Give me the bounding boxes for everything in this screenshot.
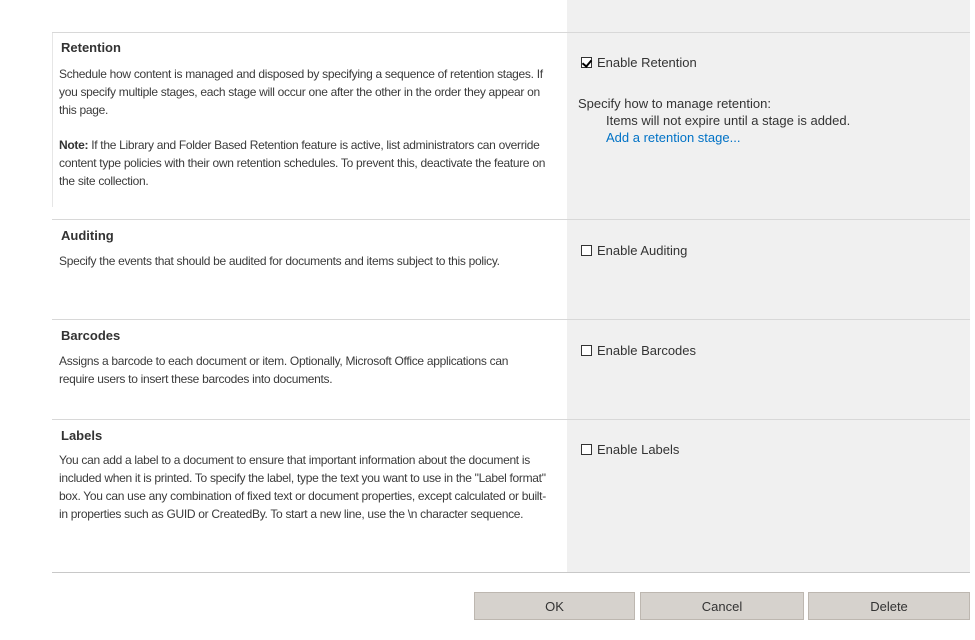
retention-note-label: Note: — [59, 138, 89, 152]
delete-button[interactable]: Delete — [808, 592, 970, 620]
retention-manage-label: Specify how to manage retention: — [578, 96, 771, 111]
section-divider — [52, 572, 970, 573]
section-left-border — [52, 32, 53, 207]
enable-auditing-row[interactable] — [581, 243, 687, 258]
retention-desc-text: Schedule how content is managed and disposed by specifying a sequence of retention stages. If you specify multiple stages, each stage will occur one after the other in the order they appear on this page. — [59, 67, 543, 117]
barcodes-title: Barcodes — [61, 328, 121, 343]
labels-title: Labels — [61, 428, 103, 443]
barcodes-description: Assigns a barcode to each document or item. Optionally, Microsoft Office applications can require users to insert these barcodes into documents. — [59, 354, 509, 386]
enable-retention-label: Enable Retention — [597, 55, 697, 70]
enable-barcodes-label: Enable Barcodes — [597, 343, 697, 358]
auditing-title: Auditing — [61, 228, 114, 243]
cancel-button[interactable]: Cancel — [640, 592, 804, 620]
enable-retention-checkbox[interactable] — [581, 57, 592, 68]
enable-barcodes-row[interactable] — [581, 343, 696, 358]
section-divider — [52, 219, 970, 220]
enable-barcodes-checkbox[interactable] — [581, 345, 592, 356]
retention-expire-text: Items will not expire until a stage is added. — [606, 113, 851, 128]
enable-auditing-label: Enable Auditing — [597, 243, 688, 258]
section-divider — [52, 419, 970, 420]
retention-description — [59, 65, 559, 190]
ok-button[interactable]: OK — [474, 592, 635, 620]
policy-settings-panel — [567, 0, 970, 572]
retention-title: Retention — [61, 40, 121, 55]
section-divider — [52, 32, 970, 33]
retention-note-text: If the Library and Folder Based Retention feature is active, list administrators can override content type policies with their own retention schedules. To prevent this, deactivate the feature on the site collection. — [59, 138, 546, 188]
retention-note — [59, 136, 559, 190]
enable-labels-checkbox[interactable] — [581, 444, 592, 455]
enable-retention-row[interactable] — [581, 55, 697, 70]
auditing-description: Specify the events that should be audited for documents and items subject to this policy. — [59, 254, 500, 268]
labels-description: You can add a label to a document to ensure that important information about the document is included when it is printed. To specify the label, type the text you want to use in the "Label format" box. You can use any combination of fixed text or document properties, except calculated or built-in properties such as GUID or CreatedBy. To start a new line, use the \n character sequence. — [59, 453, 546, 521]
enable-labels-row[interactable] — [581, 442, 679, 457]
enable-auditing-checkbox[interactable] — [581, 245, 592, 256]
enable-labels-label: Enable Labels — [597, 442, 680, 457]
add-retention-stage-link[interactable]: Add a retention stage... — [606, 130, 741, 145]
section-divider — [52, 319, 970, 320]
